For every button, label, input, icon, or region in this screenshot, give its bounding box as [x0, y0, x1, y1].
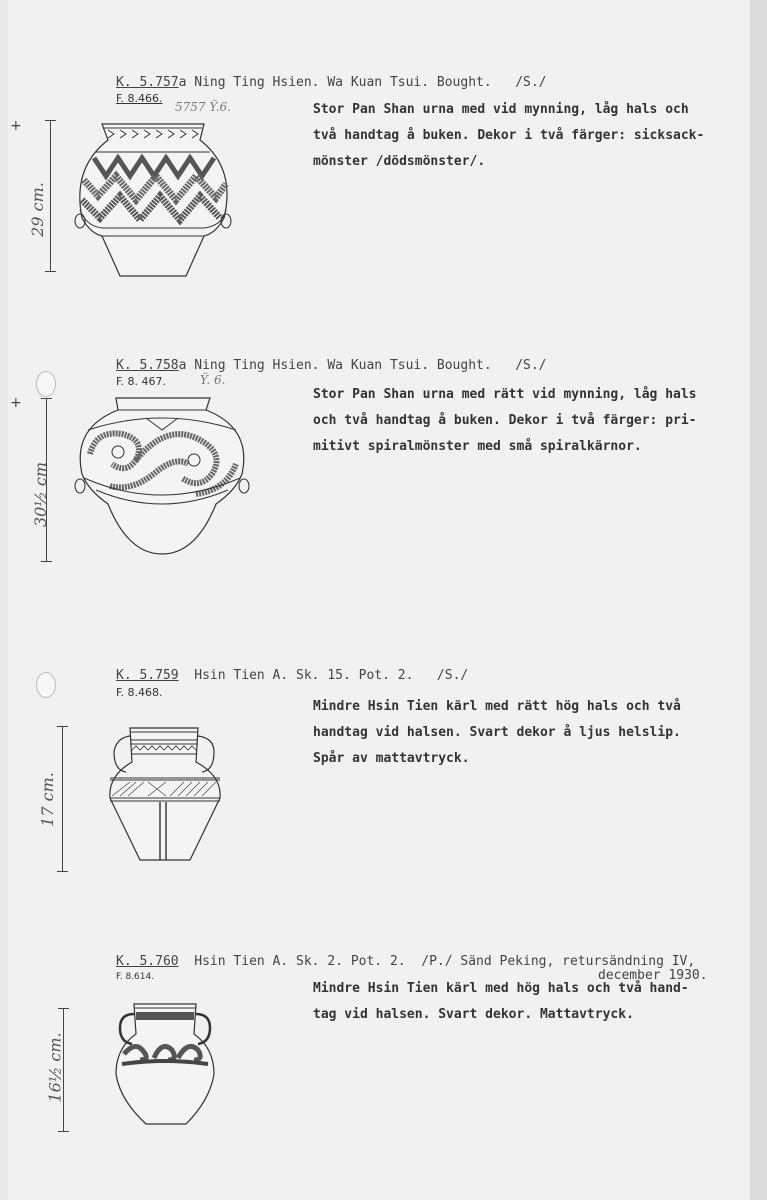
site-text: Hsin Tien A. Sk. 2. Pot. 2.: [194, 954, 406, 969]
header-date: december 1930.: [598, 968, 708, 983]
sub-id: F. 8. 467.: [116, 375, 167, 388]
pencil-note: Ÿ. 6.: [200, 373, 226, 387]
desc-line: mitivt spiralmönster med små spiralkärnor.: [313, 439, 642, 454]
desc-line: Mindre Hsin Tien kärl med rätt hög hals och två: [313, 699, 681, 714]
urn-zigzag-icon: [76, 118, 232, 278]
desc-line: tag vid halsen. Svart dekor. Mattavtryck.: [313, 1007, 634, 1022]
margin-plus: +: [10, 118, 22, 134]
height-label: 30½ cm: [31, 461, 51, 528]
urn-spiral-icon: [76, 394, 248, 556]
sub-id: F. 8.468.: [116, 686, 163, 699]
catalog-number: K. 5.757: [116, 75, 179, 90]
collector-mark: /S./: [515, 358, 547, 373]
desc-line: Mindre Hsin Tien kärl med hög hals och två hand-: [313, 981, 689, 996]
page-edge: [750, 0, 767, 1200]
collector-mark: /S./: [436, 668, 469, 683]
margin-plus: +: [10, 395, 22, 411]
jar-two-handles-icon: [108, 726, 224, 862]
height-label: 16½ cm.: [45, 1032, 65, 1103]
desc-line: Stor Pan Shan urna med vid mynning, låg hals och: [313, 102, 689, 117]
collector-mark: /P./ Sänd Peking, retursändning IV,: [421, 954, 696, 969]
desc-line: två handtag å buken. Dekor i två färger: sicksack-: [313, 128, 705, 143]
entry-header: [116, 358, 547, 373]
punch-hole: [36, 371, 56, 397]
desc-line: Spår av mattavtryck.: [313, 751, 470, 766]
entry-header: [116, 954, 695, 969]
desc-line: mönster /dödsmönster/.: [313, 154, 486, 169]
sub-id: F. 8.614.: [116, 972, 155, 982]
entry-description: [313, 976, 689, 1028]
jar-scroll-icon: [114, 1000, 216, 1126]
pencil-note: 5757 Ÿ.6.: [175, 100, 231, 114]
catalog-number: K. 5.758: [116, 358, 179, 373]
entry-description: [313, 97, 704, 175]
catalog-number: K. 5.760: [116, 954, 179, 969]
catalog-suffix: a: [178, 75, 187, 90]
entry-header: [116, 668, 468, 683]
height-scale: [50, 120, 51, 272]
catalog-suffix: a: [178, 358, 187, 373]
height-label: 17 cm.: [37, 772, 57, 827]
site-text: Ning Ting Hsien. Wa Kuan Tsui. Bought.: [194, 358, 492, 373]
entry-header: [116, 75, 547, 90]
site-text: Ning Ting Hsien. Wa Kuan Tsui. Bought.: [194, 75, 492, 90]
entry-description: [313, 694, 681, 772]
collector-mark: /S./: [515, 75, 547, 90]
height-label: 29 cm.: [27, 182, 47, 237]
punch-hole: [36, 672, 56, 698]
height-scale: [62, 726, 63, 872]
sub-id: F. 8.466.: [116, 92, 163, 105]
desc-line: och två handtag å buken. Dekor i två färger: pri-: [313, 413, 697, 428]
desc-line: handtag vid halsen. Svart dekor å ljus helslip.: [313, 725, 681, 740]
entry-description: [313, 382, 697, 460]
desc-line: Stor Pan Shan urna med rätt vid mynning, låg hals: [313, 387, 697, 402]
catalog-number: K. 5.759: [116, 668, 179, 683]
site-text: Hsin Tien A. Sk. 15. Pot. 2.: [194, 668, 414, 683]
